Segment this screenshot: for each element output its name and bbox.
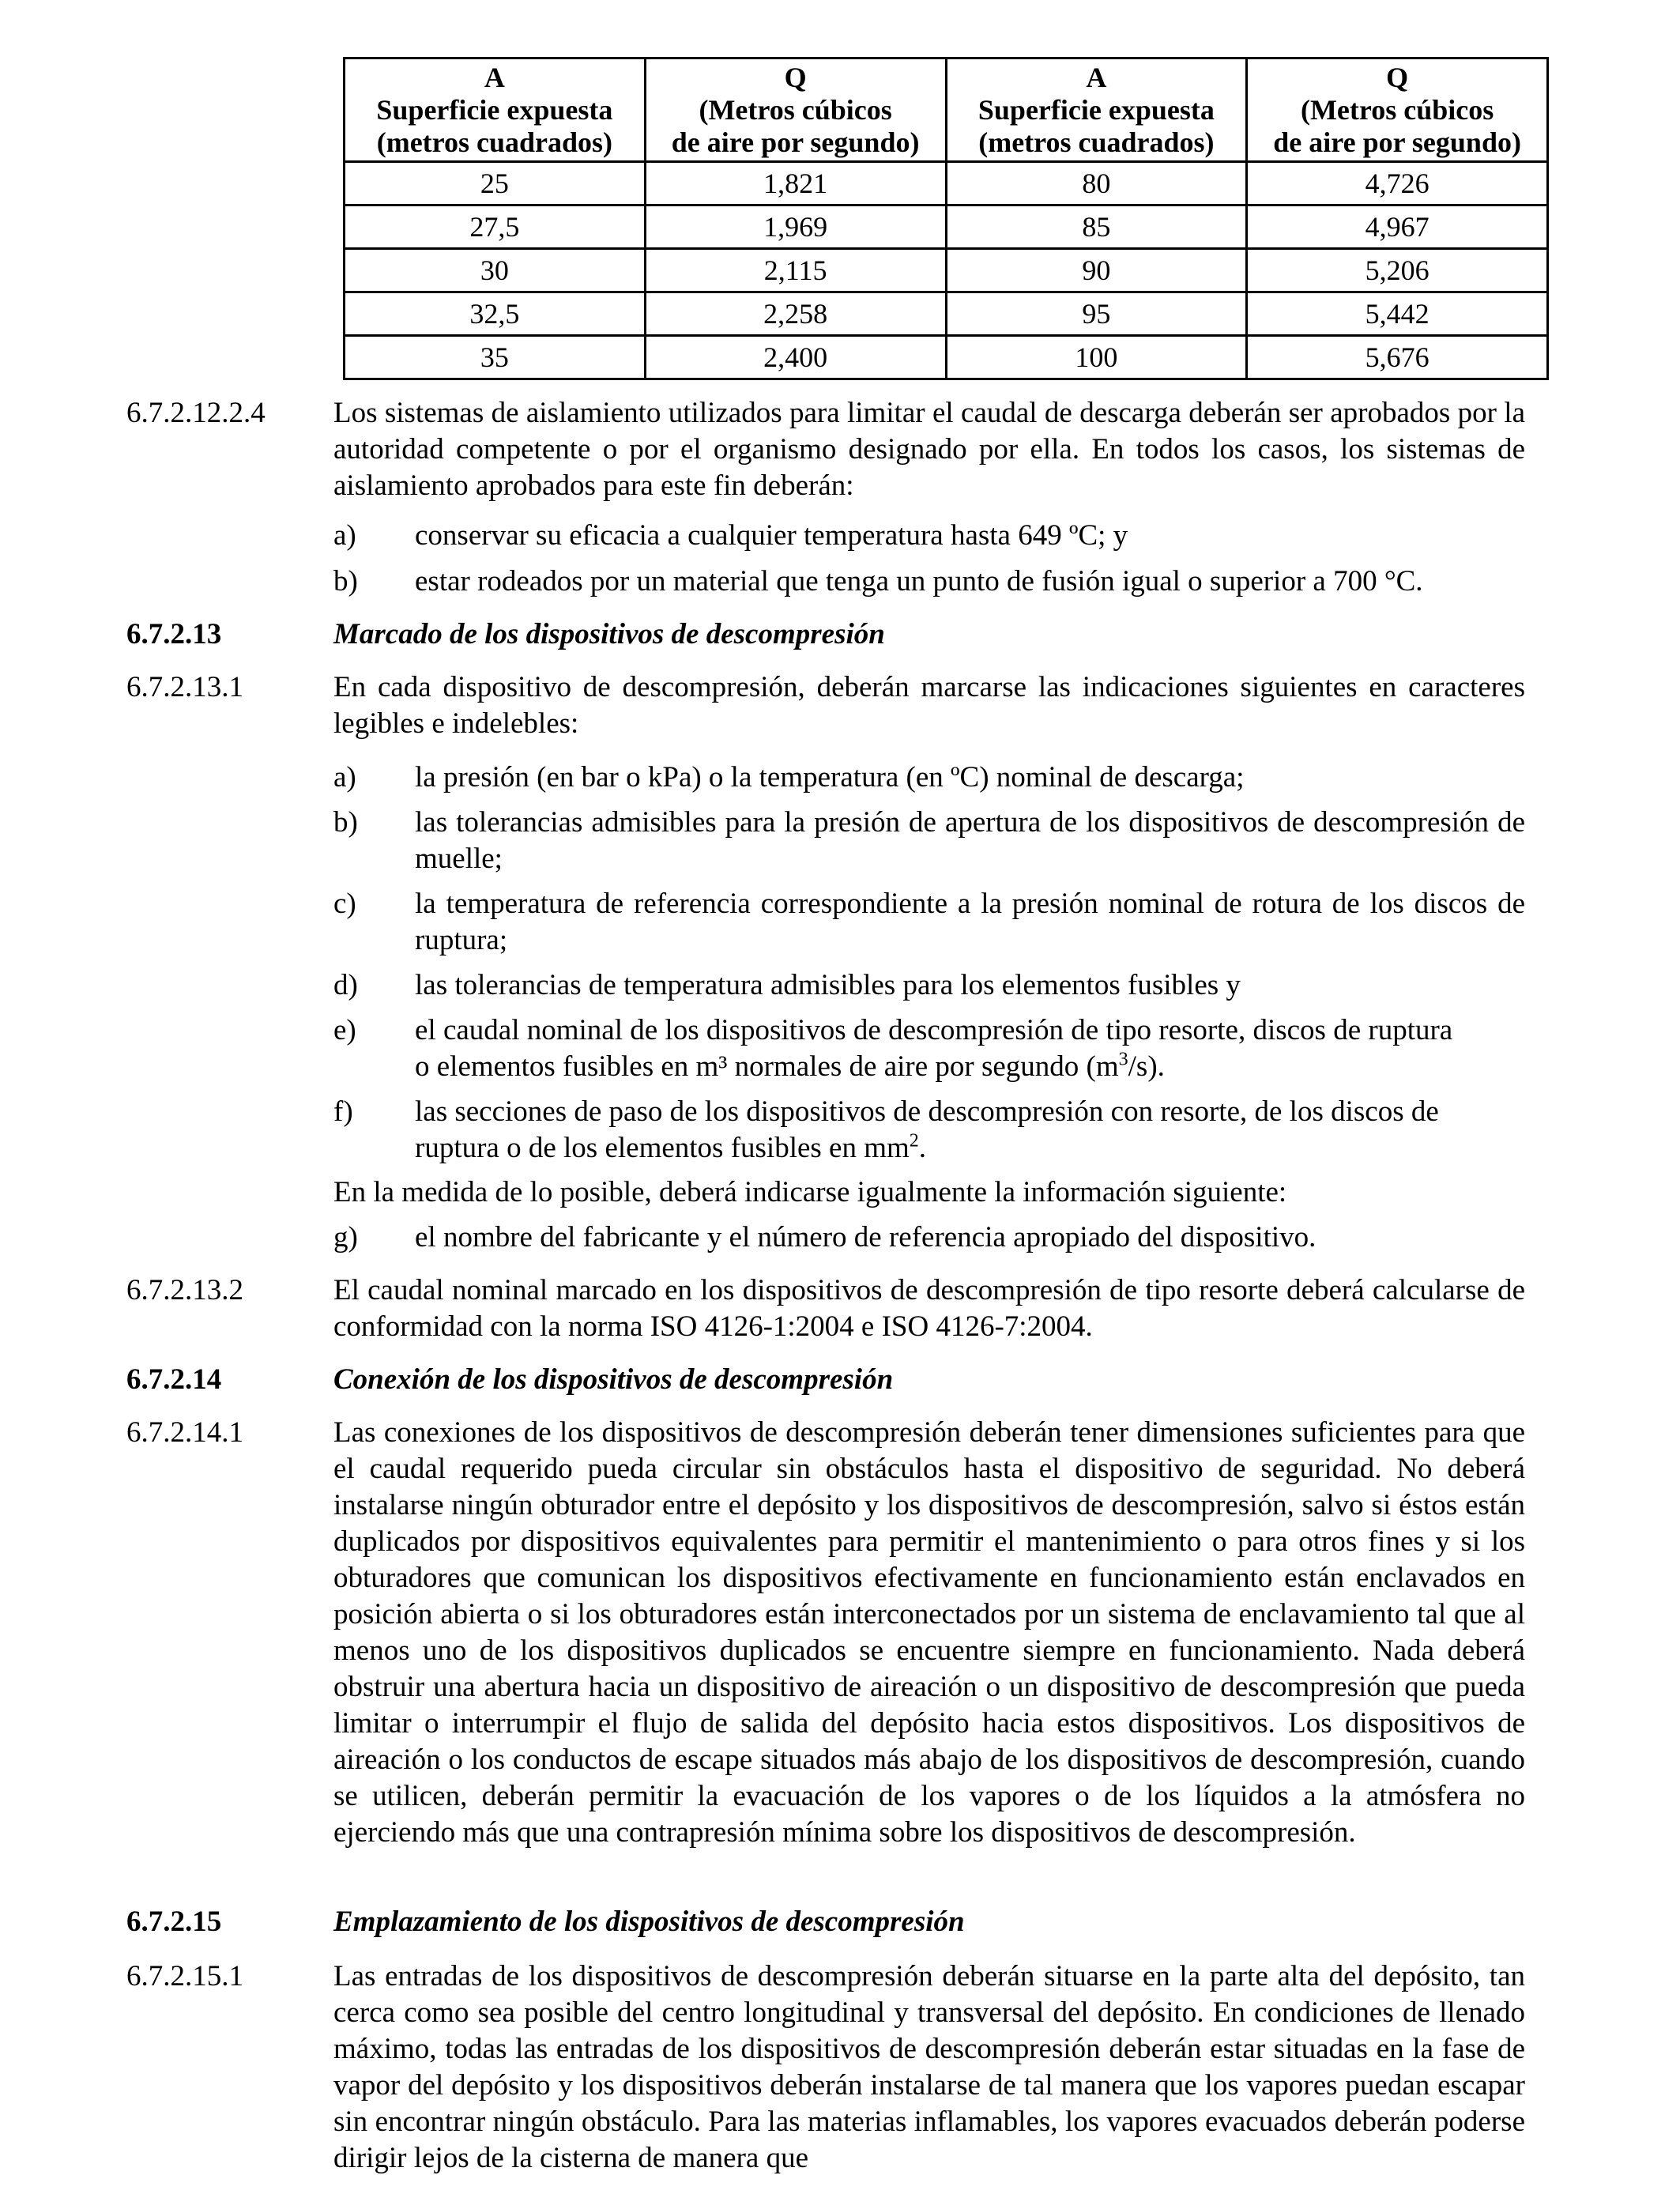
list-letter: g) [333, 1221, 358, 1253]
table-cell: 27,5 [345, 205, 646, 249]
table-row [345, 249, 1548, 292]
table-cell: 2,115 [645, 249, 946, 292]
table-cell: 4,726 [1247, 162, 1548, 205]
table-cell: 95 [946, 292, 1247, 336]
list-text: las tolerancias de temperatura admisibles para los elementos fusibles y [415, 969, 1241, 1001]
list-letter: b) [333, 565, 358, 598]
table-cell: 85 [946, 205, 1247, 249]
list-letter: a) [333, 761, 356, 794]
paragraph-number: 6.7.2.13.1 [126, 671, 243, 703]
col-header-area-2: A Superficie expuesta (metros cuadrados) [946, 58, 1247, 162]
section-number: 6.7.2.14 [126, 1363, 222, 1396]
section-title: Marcado de los dispositivos de descompresión [333, 618, 885, 650]
list-text: la presión (en bar o kPa) o la temperatura (en ºC) nominal de descarga; [415, 761, 1245, 794]
list-letter: e) [333, 1014, 356, 1046]
list-text: el caudal nominal de los dispositivos de descompresión de tipo resorte, discos de ruptura o elementos fusibles en m³ normales de aire por segundo $(m^3/s)$. [415, 1014, 1453, 1083]
table-cell: 35 [345, 336, 646, 379]
list-text: el nombre del fabricante y el número de referencia apropiado del dispositivo. [415, 1221, 1317, 1253]
paragraph-text: Los sistemas de aislamiento utilizados para limitar el caudal de descarga deberán ser aprobados por la autoridad competente o por el organismo designado por ella. En todos los casos, los sistemas de aislamiento aprobados para este fin deberán: [333, 397, 1525, 502]
paragraph-text: En cada dispositivo de descompresión, deberán marcarse las indicaciones siguientes en caracteres legibles e indelebles: [333, 671, 1525, 740]
list-letter: b) [333, 806, 358, 839]
paragraph-text: El caudal nominal marcado en los dispositivos de descompresión de tipo resorte deberá calcularse de conformidad con la norma ISO 4126-1:2004 e ISO 4126-7:2004. [333, 1274, 1525, 1343]
list-text: la temperatura de referencia correspondiente a la presión nominal de rotura de los discos de ruptura; [415, 888, 1525, 956]
paragraph-text: Las conexiones de los dispositivos de descompresión deberán tener dimensiones suficientes para que el caudal requerido pueda circular sin obstáculos hasta el dispositivo de seguridad. No deberá instalarse ningún obturador entre el depósito y los dispositivos de descompresión, salvo si éstos están duplicados por dispositivos equivalentes para permitir el mantenimiento o para otros fines y si los obturadores que comunican los dispositivos efectivamente en funcionamiento están enclavados en posición abierta o si los obturadores están interconectados por un sistema de enclavamiento tal que al menos uno de los dispositivos duplicados se encuentre siempre en funcionamiento. Nada deberá obstruir una abertura hacia un dispositivo de aireación o un dispositivo de descompresión que pueda limitar o interrumpir el flujo de salida del depósito hacia estos dispositivos. Los dispositivos de aireación o los conductos de escape situados más abajo de los dispositivos de descompresión, cuando se utilicen, deberán permitir la evacuación de los vapores o de los líquidos a la atmósfera no ejerciendo más que una contrapresión mínima sobre los dispositivos de descompresión. [333, 1416, 1525, 1849]
paragraph-number: 6.7.2.14.1 [126, 1416, 243, 1449]
list-text: estar rodeados por un material que tenga un punto de fusión igual o superior a 700 °C. [415, 565, 1423, 598]
table-row [345, 292, 1548, 336]
list-letter: d) [333, 969, 358, 1001]
table-cell: 2,258 [645, 292, 946, 336]
table-cell: 32,5 [345, 292, 646, 336]
paragraph-text: En la medida de lo posible, deberá indicarse igualmente la información siguiente: [333, 1176, 1287, 1208]
list-letter: c) [333, 888, 356, 920]
paragraph-number: 6.7.2.15.1 [126, 1960, 243, 1992]
section-number: 6.7.2.15 [126, 1906, 222, 1938]
table-cell: 5,206 [1247, 249, 1548, 292]
list-text: las secciones de paso de los dispositivos de descompresión con resorte, de los discos de ruptura o de los elementos fusibles en $mm^2$. [415, 1095, 1439, 1164]
paragraph-number: 6.7.2.13.2 [126, 1274, 243, 1306]
col-header-flow-2: Q (Metros cúbicos de aire por segundo) [1247, 58, 1548, 162]
table-cell: 25 [345, 162, 646, 205]
section-number: 6.7.2.13 [126, 618, 222, 650]
table-cell: 30 [345, 249, 646, 292]
section-title: Conexión de los dispositivos de descompresión [333, 1363, 894, 1396]
table-row [345, 336, 1548, 379]
table-row [345, 162, 1548, 205]
table-cell: 5,442 [1247, 292, 1548, 336]
col-header-flow-1: Q (Metros cúbicos de aire por segundo) [645, 58, 946, 162]
table-row [345, 205, 1548, 249]
list-text: conservar su eficacia a cualquier temperatura hasta 649 ºC; y [415, 519, 1128, 552]
table-cell: 4,967 [1247, 205, 1548, 249]
col-header-area-1: A Superficie expuesta (metros cuadrados) [345, 58, 646, 162]
table-cell: 2,400 [645, 336, 946, 379]
table-cell: 80 [946, 162, 1247, 205]
list-letter: a) [333, 519, 356, 552]
table-header-row [345, 58, 1548, 162]
list-text: las tolerancias admisibles para la presión de apertura de los dispositivos de descompresión de muelle; [415, 806, 1525, 875]
list-letter: f) [333, 1095, 353, 1128]
table-cell: 1,821 [645, 162, 946, 205]
table-cell: 5,676 [1247, 336, 1548, 379]
table-cell: 90 [946, 249, 1247, 292]
table-cell: 1,969 [645, 205, 946, 249]
section-title: Emplazamiento de los dispositivos de descompresión [333, 1906, 965, 1938]
paragraph-text: Las entradas de los dispositivos de descompresión deberán situarse en la parte alta del depósito, tan cerca como sea posible del centro longitudinal y transversal del depósito. En condiciones de llenado máximo, todas las entradas de los dispositivos de descompresión deberán estar situadas en la fase de vapor del depósito y los dispositivos deberán instalarse de tal manera que los vapores puedan escapar sin encontrar ningún obstáculo. Para las materias inflamables, los vapores evacuados deberán poderse dirigir lejos de la cisterna de manera que [333, 1960, 1525, 2174]
paragraph-number: 6.7.2.12.2.4 [126, 397, 266, 429]
flow-rate-table [343, 57, 1549, 380]
table-cell: 100 [946, 336, 1247, 379]
